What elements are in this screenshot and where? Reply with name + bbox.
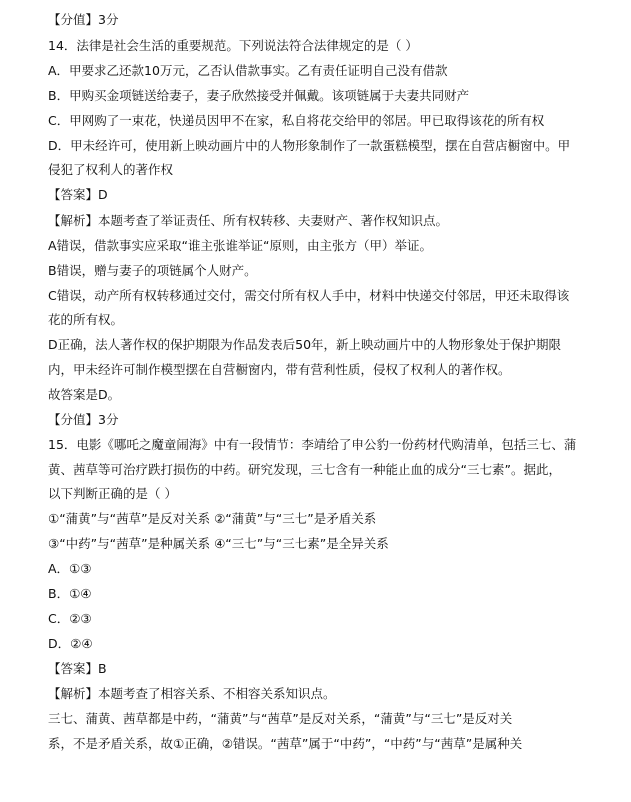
question-14-option-c: C．甲网购了一束花，快递员因甲不在家，私自将花交给甲的邻居。甲已取得该花的所有权 xyxy=(48,113,545,128)
question-15-statements-1-2: ①“蒲黄”与“茜草”是反对关系 ②“蒲黄”与“三七”是矛盾关系 xyxy=(48,511,377,526)
question-14-option-d: D．甲未经许可，使用新上映动画片中的人物形象制作了一款蛋糕模型，摆在自营店橱窗中。甲 xyxy=(48,138,571,153)
question-15-option-c: C．②③ xyxy=(48,611,92,626)
analysis-14-c: C错误，动产所有权转移通过交付，需交付所有权人手中，材料中快递交付邻居，甲还未取得该 xyxy=(48,288,570,303)
question-14-option-b: B．甲购买金项链送给妻子，妻子欣然接受并佩戴。该项链属于夫妻共同财产 xyxy=(48,88,470,103)
question-15-option-b: B．①④ xyxy=(48,586,92,601)
score-label-1: 【分值】3分 xyxy=(48,12,119,27)
question-15-stem: 15．电影《哪吒之魔童闹海》中有一段情节：李靖给了申公豹一份药材代购清单，包括三七、蒲 xyxy=(48,437,577,452)
answer-label-15: 【答案】B xyxy=(48,661,107,676)
answer-label-14: 【答案】D xyxy=(48,187,108,202)
analysis-14-intro: 【解析】本题考查了举证责任、所有权转移、夫妻财产、著作权知识点。 xyxy=(48,213,449,228)
score-label-2: 【分值】3分 xyxy=(48,412,119,427)
question-15-stem-line-2: 黄、茜草等可治疗跌打损伤的中药。研究发现，三七含有一种能止血的成分“三七素”。据此， xyxy=(48,462,561,477)
analysis-14-c-continued: 花的所有权。 xyxy=(48,312,124,327)
analysis-14-b: B错误，赠与妻子的项链属个人财产。 xyxy=(48,263,257,278)
analysis-14-d-continued: 内，甲未经许可制作模型摆在自营橱窗内，带有营利性质，侵权了权利人的著作权。 xyxy=(48,362,511,377)
question-15-stem-line-3: 以下判断正确的是（ ） xyxy=(48,486,177,501)
analysis-15-body-continued: 系，不是矛盾关系，故①正确，②错误。“茜草”属于“中药”，“中药”与“茜草”是属种关 xyxy=(48,736,523,751)
question-14-option-d-continued: 侵犯了权利人的著作权 xyxy=(48,162,174,177)
question-15-option-a: A．①③ xyxy=(48,561,92,576)
question-15-statements-3-4: ③“中药”与“茜草”是种属关系 ④“三七”与“三七素”是全异关系 xyxy=(48,536,389,551)
analysis-14-d: D正确，法人著作权的保护期限为作品发表后50年，新上映动画片中的人物形象处于保护期限 xyxy=(48,337,562,352)
question-15-option-d: D．②④ xyxy=(48,636,93,651)
question-14-option-a: A．甲要求乙还款10万元，乙否认借款事实。乙有责任证明自己没有借款 xyxy=(48,63,448,78)
conclusion-14: 故答案是D。 xyxy=(48,387,121,402)
question-14-stem: 14．法律是社会生活的重要规范。下列说法符合法律规定的是（ ） xyxy=(48,38,418,53)
analysis-15-intro: 【解析】本题考查了相容关系、不相容关系知识点。 xyxy=(48,686,336,701)
analysis-14-a: A错误，借款事实应采取“谁主张谁举证“原则，由主张方（甲）举证。 xyxy=(48,238,433,253)
analysis-15-body: 三七、蒲黄、茜草都是中药，“蒲黄”与“茜草”是反对关系，“蒲黄”与“三七”是反对关 xyxy=(48,711,513,726)
